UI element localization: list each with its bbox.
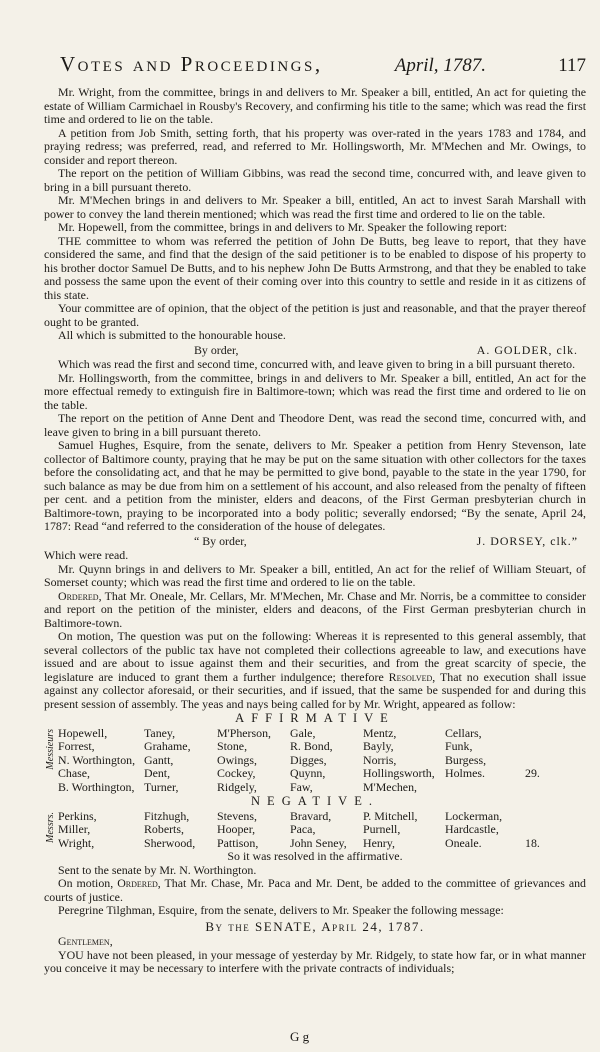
vote-name: 18. [525, 835, 540, 850]
messrs-label: Messrs. [45, 811, 56, 843]
vote-name: John Seney, [290, 835, 347, 850]
vote-name [525, 823, 547, 837]
negative-grid [58, 810, 586, 851]
vote-name: Purnell, [363, 822, 401, 836]
ordered-label: Ordered, [117, 876, 161, 890]
vote-name [525, 727, 547, 741]
vote-name: Owings, [217, 752, 257, 767]
vote-name: Quynn, [290, 766, 326, 780]
paragraph: Mr. Wright, from the committee, brings in and delivers to Mr. Speaker a bill, entitled, An act for quieting the estate of William Carmichael in Rousby's Recovery, and confirming his title to the same; which was read the first time and ordered to lie on the table. [44, 85, 586, 126]
header-title: Votes and Proceedings, [60, 52, 323, 76]
vote-name: Lockerman, [445, 808, 503, 823]
report-paragraph: All which is submitted to the honourable house. [58, 328, 286, 342]
vote-name: Mentz, [363, 725, 397, 740]
affirmative-grid [58, 727, 586, 795]
vote-name: Forrest, [58, 739, 95, 753]
vote-name: 29. [525, 766, 540, 780]
clerk-name: A. GOLDER, clk. [476, 342, 578, 357]
paragraph [44, 590, 586, 631]
vote-name: B. Worthington, [58, 779, 135, 794]
vote-name: Turner, [144, 779, 179, 794]
signature-mark: G g [290, 1029, 310, 1044]
vote-name: Stevens, [217, 808, 257, 823]
paragraph: Peregrine Tilghman, Esquire, from the senate, delivers to Mr. Speaker the following message: [58, 903, 504, 917]
paragraph: The report on the petition of Anne Dent and Theodore Dent, was read the second time, concurred with, and leave given to bring in a bill pursuant thereto. [44, 411, 586, 439]
vote-name: Paca, [290, 822, 316, 836]
vote-name: Hardcastle, [445, 822, 499, 836]
ordered-label: Ordered, [58, 588, 102, 603]
resolved-label: Resolved, [388, 669, 436, 684]
vote-name: Burgess, [445, 752, 487, 767]
report-paragraph: Your committee are of opinion, that the object of the petition is just and reasonable, and that the prayer thereof ought to be granted. [44, 301, 586, 329]
vote-name: Miller, [58, 822, 91, 836]
affirmative-votes [44, 727, 586, 795]
salutation: Gentlemen, [58, 934, 113, 948]
vote-name: Faw, [290, 779, 313, 794]
vote-name: Grahame, [144, 739, 191, 753]
vote-name: Dent, [144, 766, 171, 780]
clerk-name: J. DORSEY, clk.” [476, 533, 578, 548]
vote-name: Funk, [445, 739, 473, 753]
vote-name: N. Worthington, [58, 752, 136, 767]
signature-dorsey [44, 535, 586, 549]
paragraph: The report on the petition of William Gibbins, was read the second time, concurred with, and leave given to bring in a bill pursuant thereto. [44, 166, 586, 194]
document-body [44, 86, 586, 976]
vote-name: Bravard, [290, 808, 332, 823]
vote-name: Gale, [290, 725, 316, 740]
vote-name: Perkins, [58, 808, 97, 823]
signature-golder [44, 344, 586, 358]
paragraph: YOU have not been pleased, in your message of yesterday by Mr. Ridgely, to state how far, or in what manner you conceive it may be necessary to interfere with the private contracts of individuals; [44, 947, 586, 975]
vote-name: Roberts, [144, 822, 184, 836]
vote-result: So it was resolved in the affirmative. [227, 849, 403, 863]
paragraph: Sent to the senate by Mr. N. Worthington. [58, 862, 257, 877]
paragraph-text: On motion, The question was put on the following: Whereas it is represented to this general assembly, that several collectors of the public tax have not completed their collections agreeable to law, and executions have issued and are about to issue against them and their securities, and from the great scarcity of specie, the legislature are induced to grant them a further indulgence; therefore [44, 629, 586, 684]
vote-name: Holmes. [445, 766, 485, 780]
paragraph-text: That Mr. Chase, Mr. Paca and Mr. Dent, be added to the committee of grievances and courts of justice. [44, 876, 586, 904]
vote-name: R. Bond, [290, 739, 333, 753]
vote-name [445, 781, 525, 795]
negative-votes [44, 810, 586, 851]
by-order-label: By order, [194, 342, 239, 357]
vote-name: Hooper, [217, 822, 256, 836]
report-paragraph: THE committee to whom was referred the petition of John De Butts, beg leave to report, that they have considered the same, and find that the design of the said petitioner is to be enabled to dispose of his property to his brother doctor Samuel De Butts, and to his nephew John De Butts Armstrong, and that they be enabled to take and possess the same upon the event of their coming over into this country to settle and reside in it as citizens of this state. [44, 233, 586, 302]
paragraph [44, 877, 586, 904]
paragraph: Which were read. [44, 548, 129, 562]
paragraph-text: That no execution shall issue against any collector aforesaid, or their securities, and if issued, that the same be suspended for and during this present session of assembly. The yeas and nays being called for by Mr. Wright, appeared as follow: [44, 669, 586, 711]
header-date: April, 1787. [394, 55, 487, 76]
negative-heading: NEGATIVE. [251, 794, 379, 808]
page-header [60, 52, 586, 77]
affirmative-heading: AFFIRMATIVE [235, 711, 395, 725]
paragraph-text: On motion, [58, 876, 118, 890]
page-number: 117 [558, 55, 586, 76]
vote-name: P. Mitchell, [363, 808, 418, 823]
vote-name: M'Mechen, [363, 779, 417, 794]
vote-name: Fitzhugh, [144, 808, 190, 823]
vote-name: Oneale. [445, 835, 482, 850]
paragraph: A petition from Job Smith, setting forth, that his property was over-rated in the years 1783 and 1784, and praying redress; was preferred, read, and referred to Mr. Hollingsworth, Mr. M'Mechen and Mr. Owings, to consider and report thereon. [44, 125, 586, 167]
vote-name: Wright, [58, 835, 95, 850]
vote-name: Bayly, [363, 739, 394, 753]
paragraph: Mr. Hollingsworth, from the committee, brings in and delivers to Mr. Speaker a bill, entitled, An act for the more effectual remedy to extinguish fire in Baltimore-town; which was read the first time and ordered to lie on the table. [44, 370, 586, 412]
vote-name [525, 754, 547, 768]
paragraph: Mr. Hopewell, from the committee, brings in and delivers to Mr. Speaker the following report: [58, 220, 508, 234]
paragraph: Mr. M'Mechen brings in and delivers to Mr. Speaker a bill, entitled, An act to invest Sarah Marshall with power to convey the land therein mentioned; which was read the first time and ordered to lie on the table. [44, 193, 586, 221]
vote-name: Norris, [363, 752, 397, 767]
vote-name: Hollingsworth, [363, 766, 435, 780]
vote-name: Stone, [217, 739, 248, 753]
vote-name [525, 810, 547, 824]
vote-name: Ridgely, [217, 779, 257, 794]
paragraph [44, 630, 586, 711]
paragraph: Which was read the first and second time, concurred with, and leave given to bring in a bill pursuant thereto. [58, 357, 576, 371]
vote-name: Henry, [363, 835, 395, 850]
vote-name: Cockey, [217, 766, 256, 780]
senate-heading: By the SENATE, April 24, 1787. [205, 918, 425, 934]
vote-name: Digges, [290, 752, 327, 767]
paragraph: Samuel Hughes, Esquire, from the senate, delivers to Mr. Speaker a petition from Henry Stevenson, late collector of Baltimore county, praying that he may be put on the same situation with other collectors for the taxes before the consolidating act, and that he may be permitted to give bond, payable to the state in the year 1790, for such balance as may be due from him on a settlement of his account, and also released from the penalty of fifteen per cent. and a petition from the minister, elders and deacons, of the First German presbyterian church in Baltimore-town, praying to be incorporated into a body politic; severally endorsed; “By the senate, April 24, 1787: Read “and referred to the consideration of the house of delegates. [44, 438, 586, 533]
vote-name: Pattison, [217, 835, 259, 850]
vote-name: M'Pherson, [217, 725, 272, 740]
messieurs-label: Messieurs [45, 728, 56, 770]
vote-name [525, 781, 547, 795]
vote-name: Taney, [144, 725, 176, 740]
vote-name: Hopewell, [58, 725, 108, 740]
vote-name: Cellars, [445, 725, 482, 740]
by-order-label: “ By order, [194, 533, 247, 548]
vote-name: Gantt, [144, 752, 174, 767]
paragraph: Mr. Quynn brings in and delivers to Mr. Speaker a bill, entitled, An act for the relief of William Steuart, of Somerset county; which was read the first time and ordered to lie on the table. [44, 561, 586, 589]
vote-name: Sherwood, [144, 835, 196, 850]
paragraph-text: That Mr. Oneale, Mr. Cellars, Mr. M'Mechen, Mr. Chase and Mr. Norris, be a committee to consider and report on the petition of the minister, elders and deacons, of the First German presbyterian church in Baltimore-town. [44, 588, 586, 630]
vote-name [525, 740, 547, 754]
vote-name: Chase, [58, 766, 91, 780]
